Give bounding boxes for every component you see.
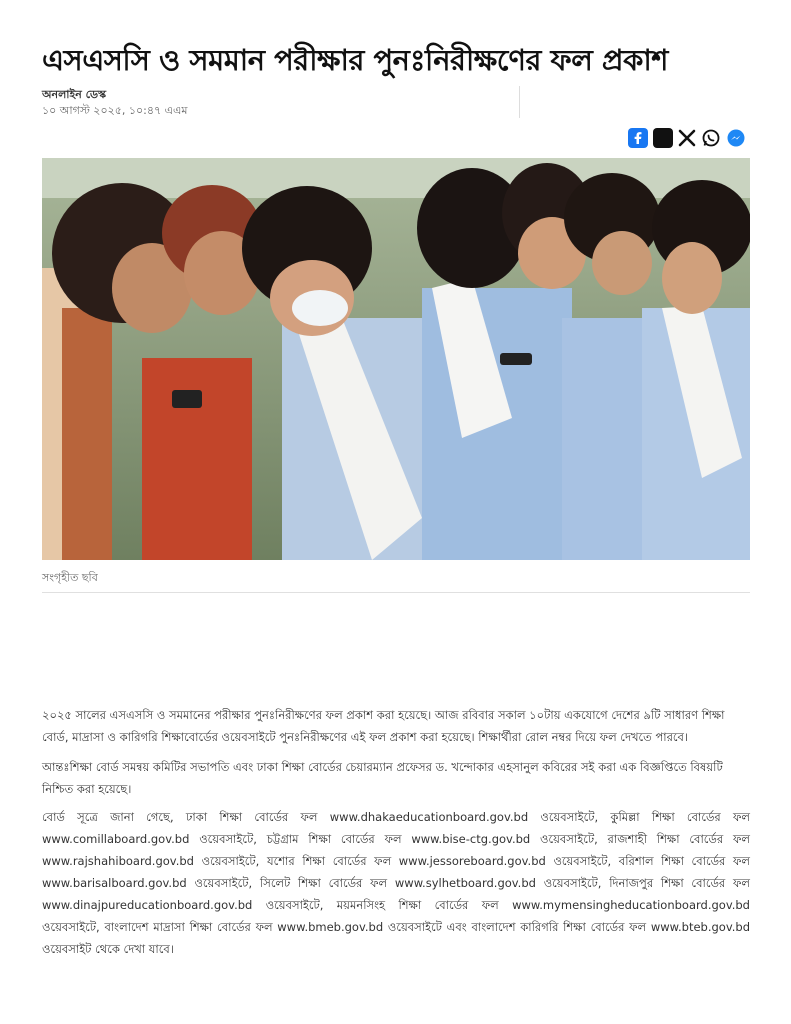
author-name[interactable]: অনলাইন ডেস্ক xyxy=(42,88,107,101)
header-divider xyxy=(519,86,520,118)
messenger-icon[interactable] xyxy=(726,128,746,148)
instagram-icon[interactable] xyxy=(653,128,673,148)
article-paragraph: আন্তঃশিক্ষা বোর্ড সমন্বয় কমিটির সভাপতি এবং ঢাকা শিক্ষা বোর্ডের চেয়ারম্যান প্রফেসর ড. খন্দোকার এহসানুল কবিরের সই করা এক বিজ্ঞপ্তিতে বিষয়টি নিশ্চিত করা হয়েছে। xyxy=(42,760,723,796)
article-paragraph: বোর্ড সূত্রে জানা গেছে, ঢাকা শিক্ষা বোর্ডের ফল www.dhakaeducationboard.gov.bd ওয়েবসাইটে, কুমিল্লা শিক্ষা বোর্ডের ফল www.comillaboard.gov.bd ওয়েবসাইটে, চট্টগ্রাম শিক্ষা বোর্ডের ফল www.bise-ctg.gov.bd ওয়েবসাইটে, রাজশাহী শিক্ষা বোর্ডের ফল www.rajshahiboard.gov.bd ওয়েবসাইটে, যশোর শিক্ষা বোর্ডের ফল www.jessoreboard.gov.bd ওয়েবসাইটে, বরিশাল শিক্ষা বোর্ডের ফল www.barisalboard.gov.bd ওয়েবসাইটে, সিলেট শিক্ষা বোর্ডের ফল www.sylhetboard.gov.bd ওয়েবসাইটে, দিনাজপুর শিক্ষা বোর্ডের ফল www.dinajpureducationboard.gov.bd ওয়েবসাইটে, ময়মনসিংহ শিক্ষা বোর্ডের ফল www.mymensingheducationboard.gov.bd ওয়েবসাইটে, বাংলাদেশ মাদ্রাসা শিক্ষা বোর্ডের ফল www.bmeb.gov.bd ওয়েবসাইটে এবং বাংলাদেশ কারিগরি শিক্ষা বোর্ডের ফল www.bteb.gov.bd ওয়েবসাইট থেকে দেখা যাবে। xyxy=(42,810,750,956)
whatsapp-icon[interactable] xyxy=(701,128,721,148)
article-paragraph: ২০২৫ সালের এসএসসি ও সমমানের পরীক্ষার পুনঃনিরীক্ষণের ফল প্রকাশ করা হয়েছে। আজ রবিবার সকাল ১০টায় একযোগে দেশের ৯টি সাধারণ শিক্ষা বোর্ড, মাদ্রাসা ও কারিগরি শিক্ষাবোর্ডের ওয়েবসাইটে পুনঃনিরীক্ষণের এই ফল প্রকাশ করা হয়েছে। শিক্ষার্থীরা রোল নম্বর দিয়ে ফল দেখতে পারবে। xyxy=(42,708,725,744)
share-bar xyxy=(628,127,746,149)
facebook-icon[interactable] xyxy=(628,128,648,148)
page-title: এসএসসি ও সমমান পরীক্ষার পুনঃনিরীক্ষণের ফল প্রকাশ xyxy=(42,43,668,77)
publish-date: ১০ আগস্ট ২০২৫, ১০:৪৭ এএম xyxy=(42,104,188,117)
divider xyxy=(42,592,750,593)
image-caption: সংগৃহীত ছবি xyxy=(42,571,98,584)
article-photo xyxy=(42,158,750,560)
x-icon[interactable] xyxy=(678,129,696,147)
